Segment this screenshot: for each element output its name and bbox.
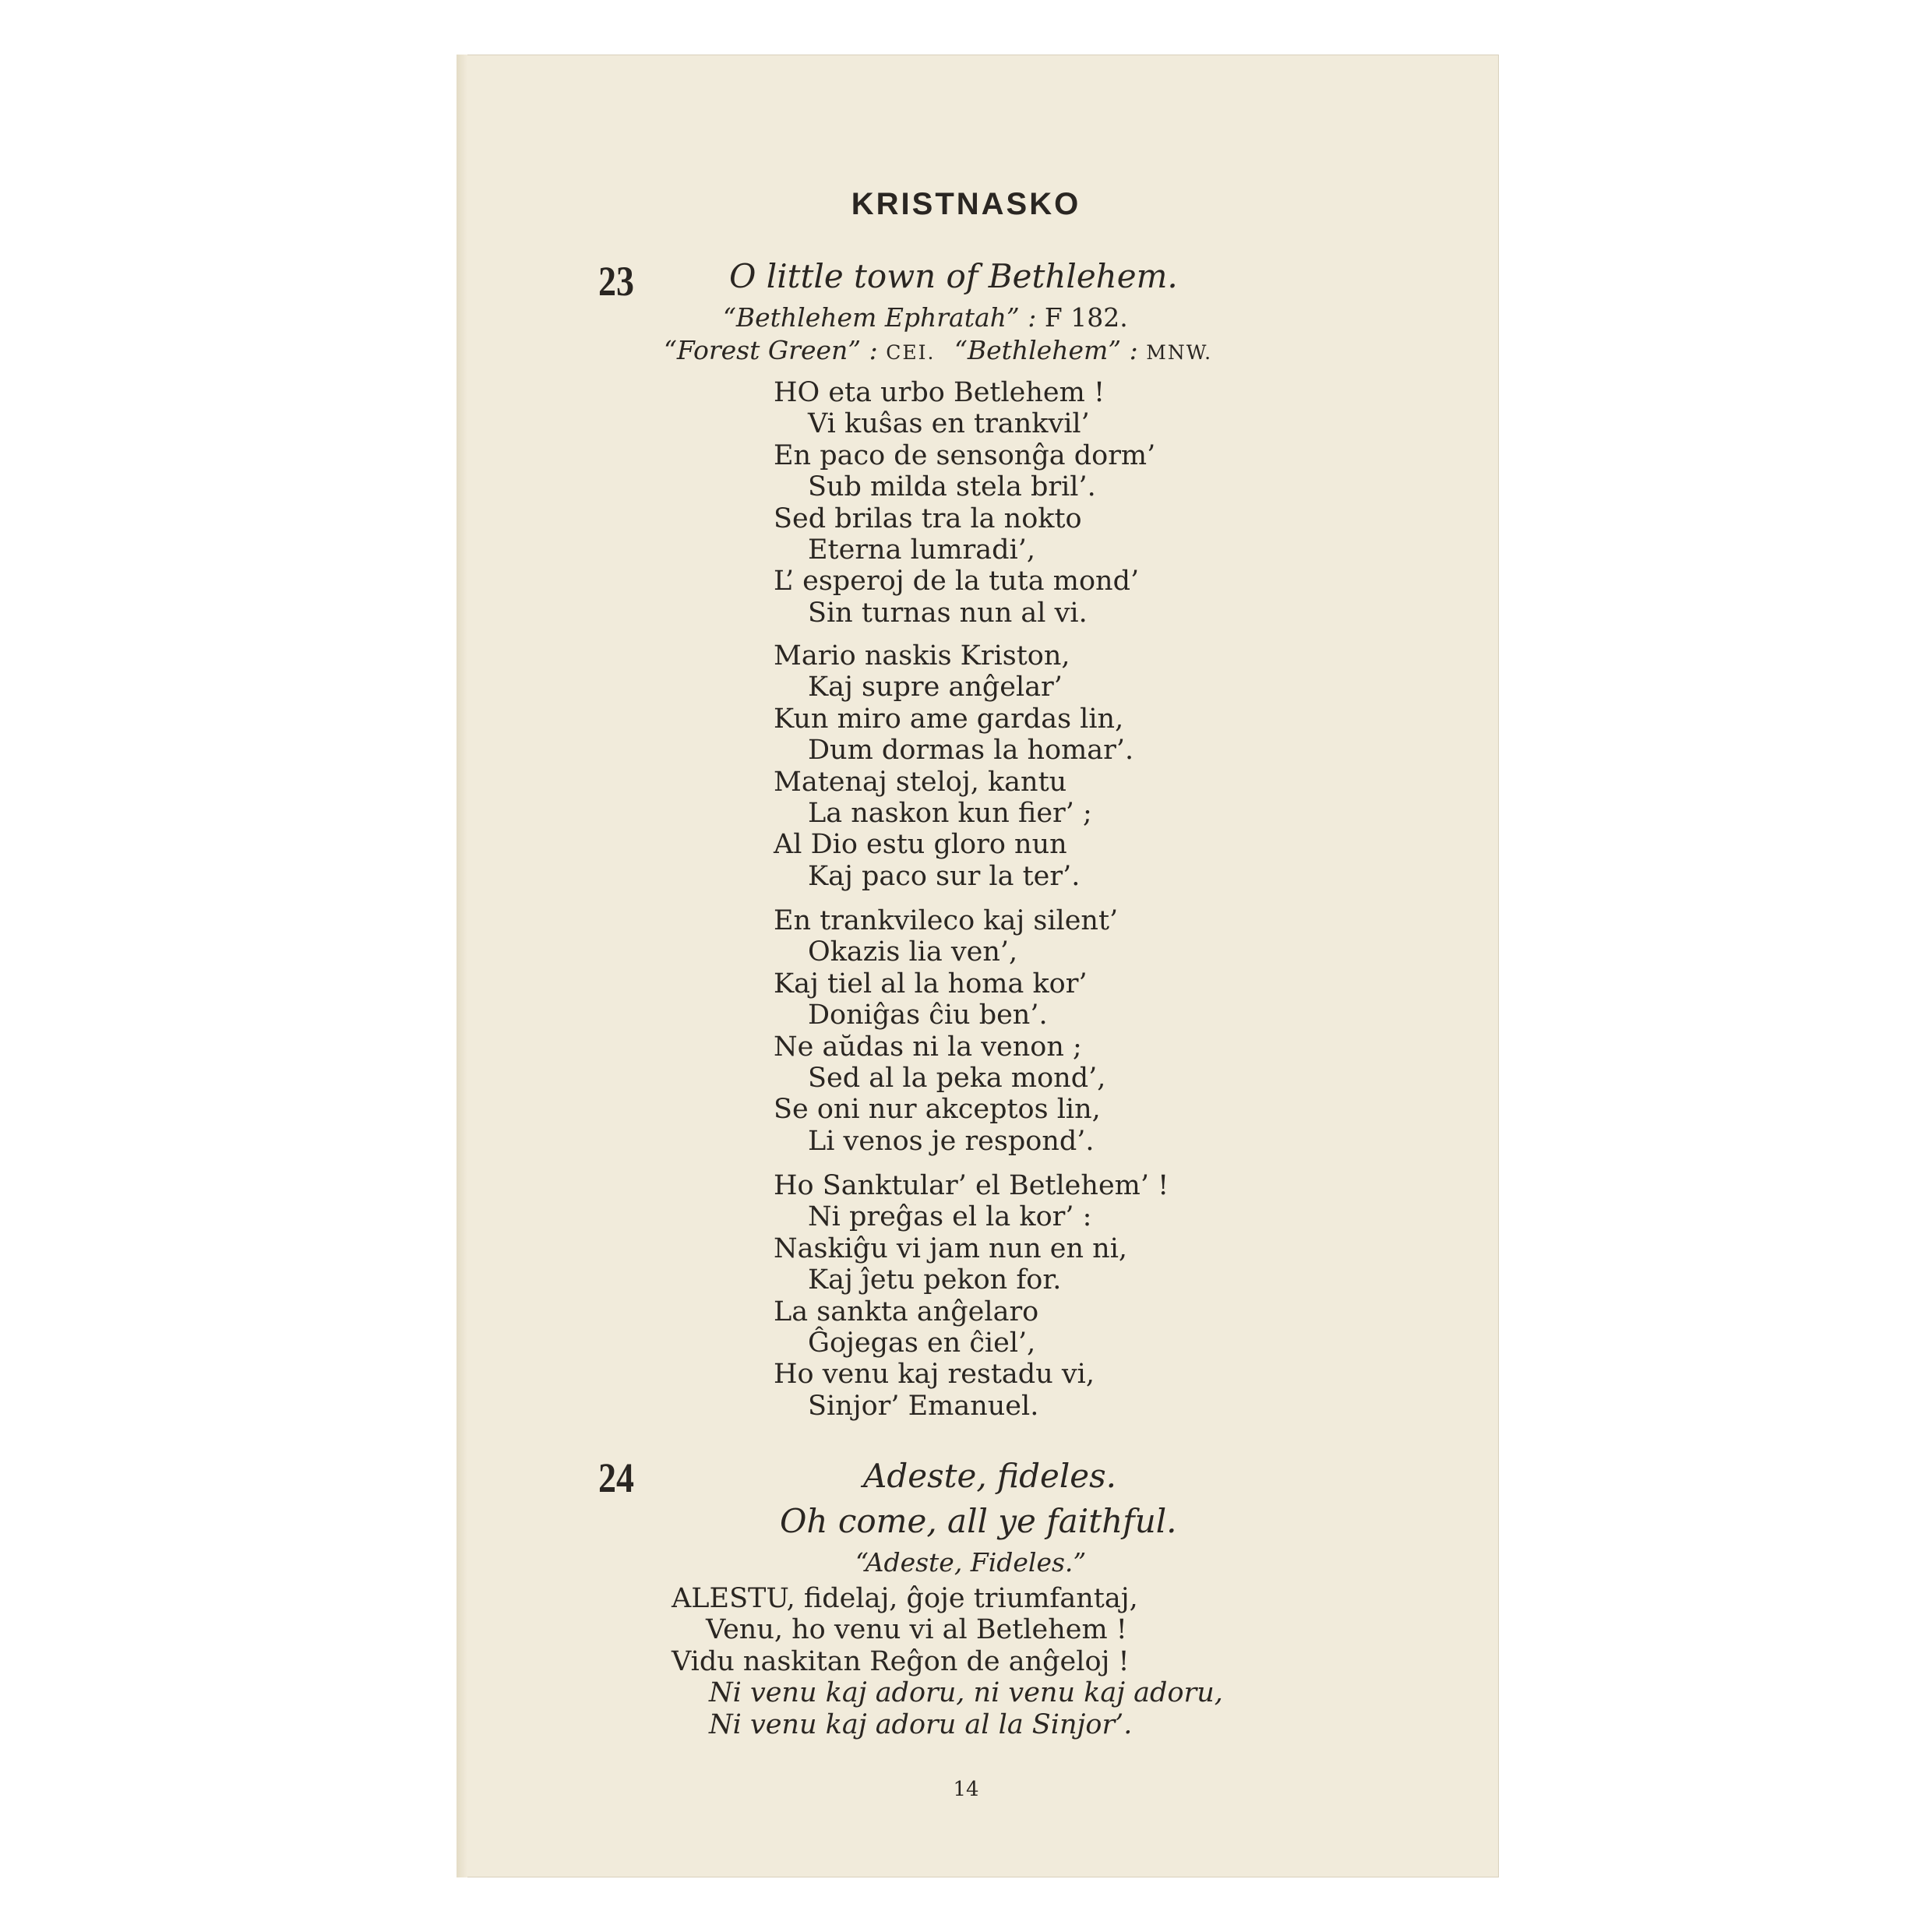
- hymn-title-24-english: Oh come, all ye faithful.: [780, 1502, 1177, 1540]
- verse-line: Mario naskis Kriston,: [774, 640, 1070, 672]
- verse-line: Naskiĝu vi jam nun en ni,: [774, 1232, 1128, 1264]
- verse-line: HO eta urbo Betlehem !: [774, 377, 1105, 408]
- tune-ref: CEI.: [886, 341, 936, 364]
- stanza-2: [774, 640, 1241, 892]
- tune-line-1: [723, 302, 1128, 333]
- verse-line: Kaj tiel al la homa kor’: [774, 968, 1088, 999]
- tune-name: “Bethlehem” :: [954, 335, 1138, 365]
- refrain-line: Ni venu kaj adoru, ni venu kaj adoru,: [709, 1677, 1223, 1709]
- verse-line: Ho venu kaj restadu vi,: [774, 1359, 1095, 1391]
- verse-line: Se oni nur akceptos lin,: [774, 1094, 1101, 1126]
- tune-ref: MNW.: [1146, 341, 1213, 364]
- verse-line: Venu, ho venu vi al Betlehem !: [706, 1614, 1127, 1646]
- verse-line: Al Dio estu gloro nun: [774, 829, 1067, 861]
- verse-line: Vi kuŝas en trankvil’: [808, 408, 1090, 440]
- refrain-line: Ni venu kaj adoru al la Sinjor’.: [709, 1708, 1133, 1740]
- stanza-4: [774, 1170, 1241, 1422]
- hymn-title-24-latin: Adeste, fideles.: [863, 1457, 1117, 1495]
- section-heading: KRISTNASKO: [851, 187, 1081, 221]
- verse-line: Sed brilas tra la nokto: [774, 502, 1082, 534]
- verse-line: Matenaj steloj, kantu: [774, 766, 1067, 798]
- hymn-number-24: 24: [598, 1454, 634, 1501]
- verse-line: L’ esperoj de la tuta mond’: [774, 566, 1140, 598]
- verse-line: Ne aŭdas ni la venon ;: [774, 1031, 1082, 1063]
- verse-line: Ĝojegas en ĉiel’,: [808, 1327, 1036, 1359]
- hymn-title-23: O little town of Bethlehem.: [729, 257, 1178, 295]
- verse-line: Kun miro ame gardas lin,: [774, 703, 1124, 735]
- tune-line-2: [664, 335, 1212, 365]
- page-number: 14: [953, 1778, 979, 1801]
- verse-line: ALESTU, fidelaj, ĝoje triumfantaj,: [672, 1583, 1138, 1614]
- verse-line: Kaj ĵetu pekon for.: [808, 1264, 1062, 1296]
- tune-name: “Bethlehem Ephratah” :: [723, 302, 1037, 333]
- page-binding-edge: [457, 55, 467, 1877]
- verse-line: Ni preĝas el la kor’ :: [808, 1201, 1092, 1233]
- hymn-number-23: 23: [598, 258, 634, 305]
- tune-line-24: “Adeste, Fideles.”: [855, 1547, 1087, 1578]
- verse-line: La naskon kun fier’ ;: [808, 798, 1092, 830]
- verse-line: Ho Sanktular’ el Betlehem’ !: [774, 1170, 1169, 1201]
- verse-line: Eterna lumradi’,: [808, 534, 1035, 566]
- verse-line: La sankta anĝelaro: [774, 1296, 1039, 1327]
- tune-ref: F 182.: [1044, 302, 1128, 333]
- verse-line: Sed al la peka mond’,: [808, 1063, 1106, 1095]
- verse-line: Sin turnas nun al vi.: [808, 597, 1088, 629]
- tune-name: “Forest Green” :: [664, 335, 878, 365]
- verse-line: En trankvileco kaj silent’: [774, 905, 1119, 936]
- verse-line: Sub milda stela bril’.: [808, 471, 1096, 503]
- verse-line: En paco de sensonĝa dorm’: [774, 439, 1156, 471]
- verse-line: Vidu naskitan Reĝon de anĝeloj !: [672, 1645, 1130, 1677]
- verse-line: Li venos je respond’.: [808, 1125, 1095, 1157]
- verse-line: Doniĝas ĉiu ben’.: [808, 999, 1048, 1031]
- stanza-1: [774, 377, 1241, 629]
- verse-line: Sinjor’ Emanuel.: [808, 1390, 1039, 1422]
- verse-line: Okazis lia ven’,: [808, 936, 1018, 968]
- verse-line: Kaj paco sur la ter’.: [808, 860, 1081, 892]
- verse-line: Dum dormas la homar’.: [808, 735, 1134, 767]
- verse-line: Kaj supre anĝelar’: [808, 672, 1063, 703]
- stanza-24: [672, 1583, 1223, 1740]
- stanza-3: [774, 905, 1241, 1157]
